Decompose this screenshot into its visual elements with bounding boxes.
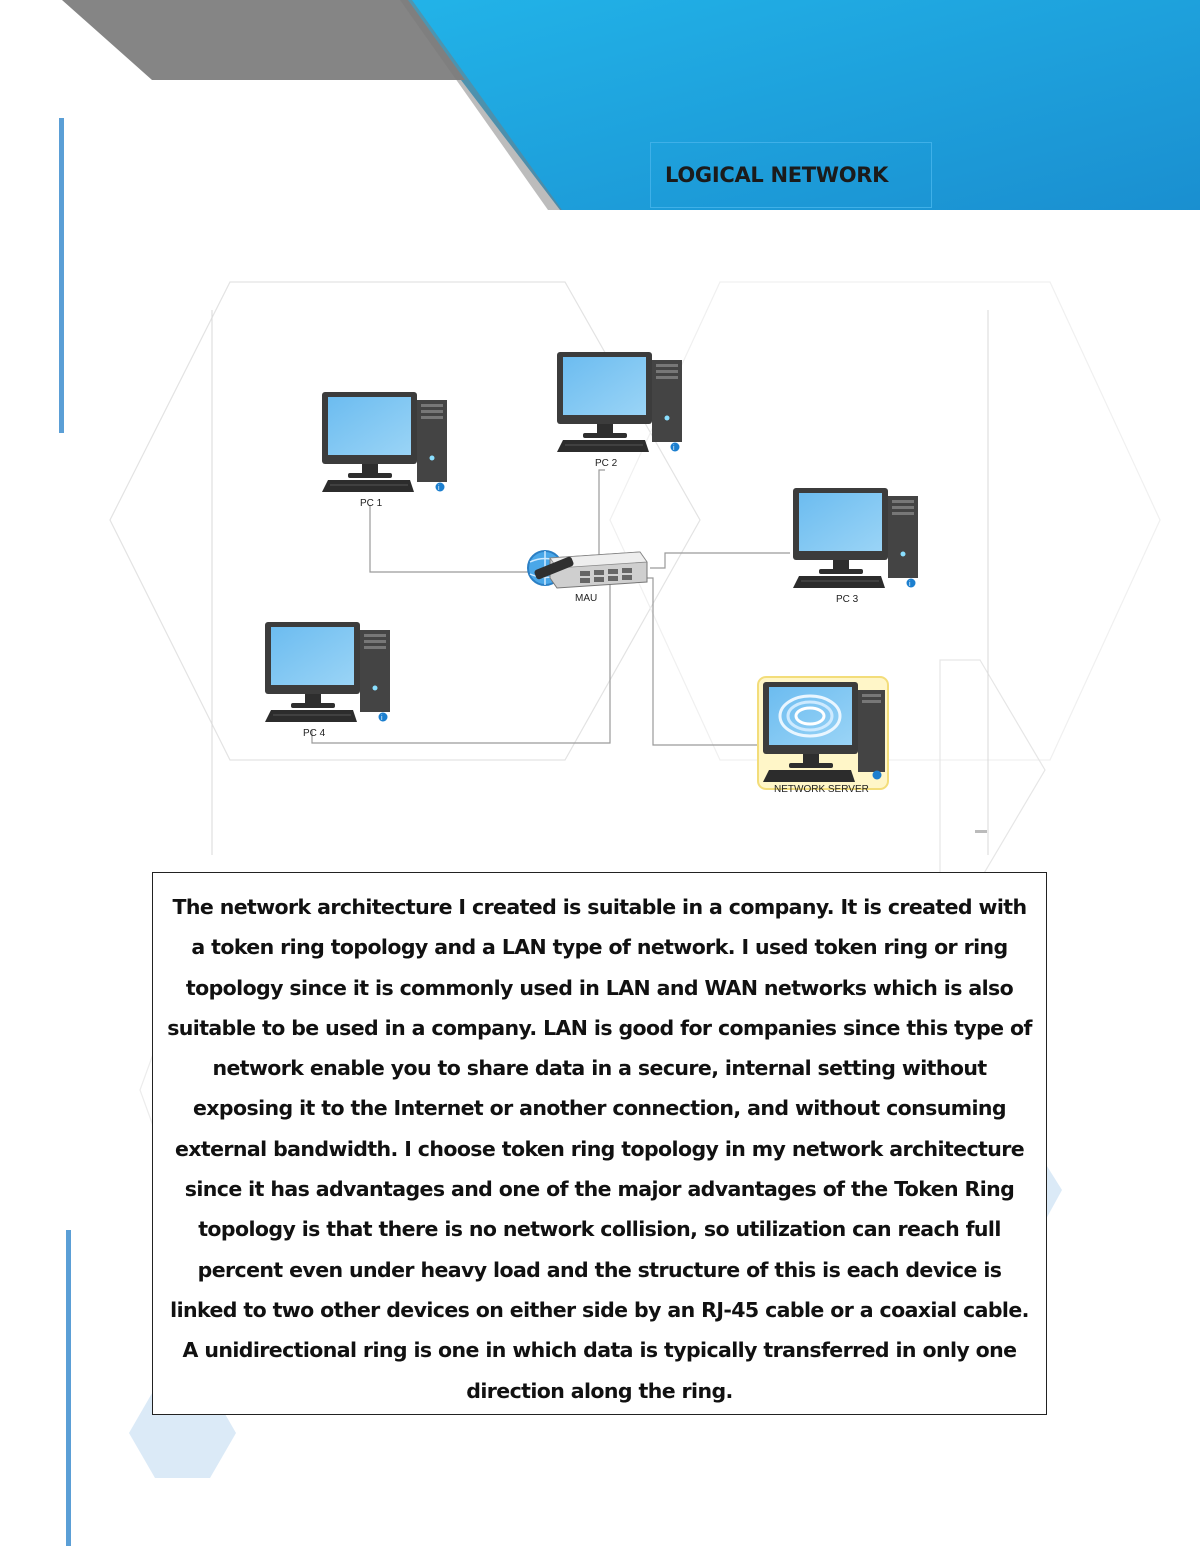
header-gray-wedge bbox=[62, 0, 465, 80]
server-node bbox=[758, 677, 888, 795]
desktop-computer-icon bbox=[557, 352, 682, 452]
desktop-computer-icon bbox=[793, 488, 918, 588]
network-hub-icon bbox=[528, 551, 647, 588]
link-server-mau bbox=[640, 578, 765, 745]
pc3-node bbox=[793, 488, 918, 605]
left-accent-line-top bbox=[59, 118, 64, 433]
mau-node bbox=[528, 551, 647, 604]
pc3-label: PC 3 bbox=[836, 594, 859, 605]
desktop-computer-icon bbox=[265, 622, 390, 722]
pc1-label: PC 1 bbox=[360, 498, 383, 509]
pc4-label: PC 4 bbox=[303, 728, 326, 739]
mau-label: MAU bbox=[575, 593, 598, 604]
link-pc3-mau bbox=[650, 553, 790, 568]
server-label: NETWORK SERVER bbox=[774, 784, 869, 795]
network-diagram bbox=[210, 310, 990, 855]
description-box bbox=[152, 872, 1047, 1415]
pc1-node bbox=[322, 392, 447, 509]
pc2-node bbox=[557, 352, 682, 469]
description-paragraph: The network architecture I created is suitable in a company. It is created with a token ring topology and a LAN type of network. I used token ring or ring topology since it is commonly used in LAN and WAN networks which is also suitable to be used in a company. LAN is good for companies since this type of network enable you to share data in a secure, internal setting without exposing it to the Internet or another connection, and without consuming external bandwidth. I choose token ring topology in my network architecture since it has advantages and one of the major advantages of the Token Ring topology is that there is no network collision, so utilization can reach full percent even under heavy load and the structure of this is each device is linked to two other devices on either side by an RJ-45 cable or a coaxial cable. A unidirectional ring is one in which data is typically transferred in only one direction along the ring. bbox=[167, 895, 1032, 1403]
desktop-computer-icon bbox=[322, 392, 447, 492]
page-title: LOGICAL NETWORK bbox=[650, 142, 932, 208]
link-pc1-mau bbox=[370, 505, 530, 572]
left-accent-line-bottom bbox=[66, 1230, 71, 1546]
pc4-node bbox=[265, 622, 390, 739]
link-pc2-mau bbox=[599, 470, 605, 555]
pc2-label: PC 2 bbox=[595, 458, 618, 469]
